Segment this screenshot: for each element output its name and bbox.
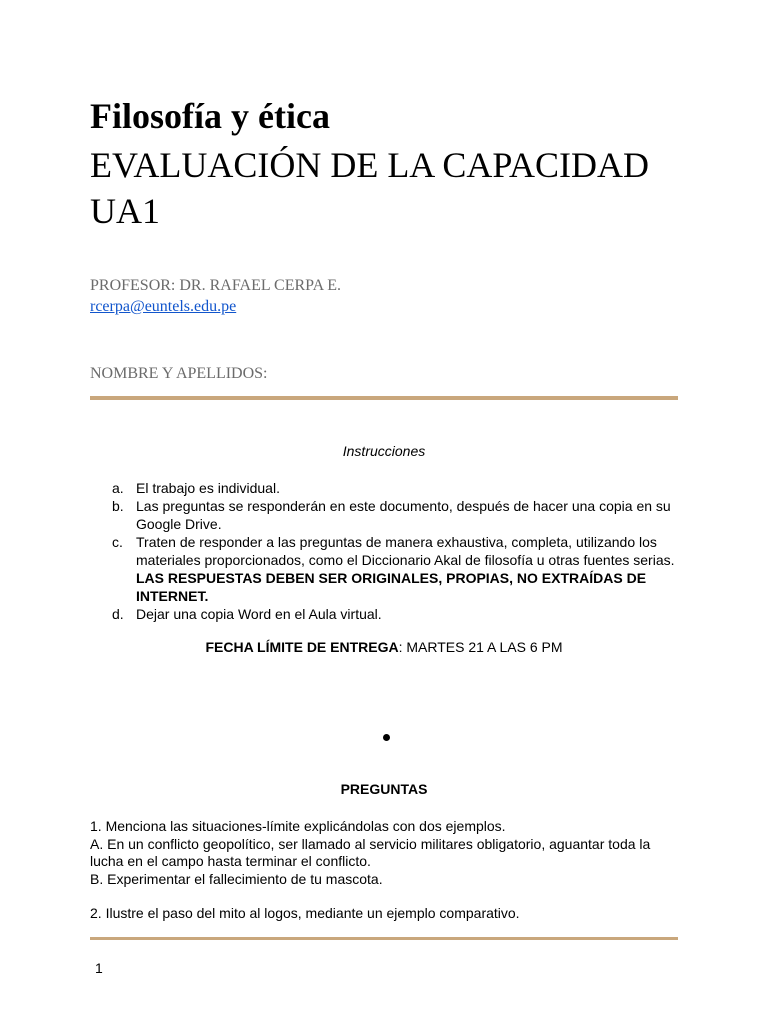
instruction-item: [112, 479, 678, 497]
instruction-marker: d.: [112, 606, 124, 622]
header-divider: [90, 396, 678, 400]
instructions-list: [112, 479, 678, 623]
instruction-text: Dejar una copia Word en el Aula virtual.: [136, 606, 382, 622]
instruction-text: El trabajo es individual.: [136, 480, 280, 496]
question-1-example-b: B. Experimentar el fallecimiento de tu mascota.: [90, 870, 383, 887]
instruction-item: [112, 605, 678, 623]
instruction-item: [112, 533, 678, 605]
deadline-value: : MARTES 21 A LAS 6 PM: [398, 639, 563, 655]
question-1: 1. Menciona las situaciones-límite explicándolas con dos ejemplos.: [90, 818, 506, 834]
page-number: 1: [95, 960, 103, 976]
document-subtitle: EVALUACIÓN DE LA CAPACIDAD UA1: [90, 145, 650, 231]
instruction-item: [112, 497, 678, 533]
questions-block: [90, 818, 680, 923]
question-1-example-a: A. En un conflicto geopolítico, ser llamado al servicio militares obligatorio, aguantar toda la lucha en el campo hasta terminar el conflicto.: [90, 835, 651, 869]
spacer: [90, 888, 680, 905]
deadline-line: [0, 639, 768, 655]
question-2: 2. Ilustre el paso del mito al logos, mediante un ejemplo comparativo.: [90, 905, 520, 921]
deadline-label: FECHA LÍMITE DE ENTREGA: [205, 639, 399, 655]
questions-heading: PREGUNTAS: [340, 781, 428, 797]
instruction-marker: c.: [112, 534, 123, 550]
instruction-text: Traten de responder a las preguntas de manera exhaustiva, completa, utilizando los materiales proporcionados, como el Diccionario Akal de filosofía u otras fuentes serias.: [136, 534, 675, 568]
professor-line: PROFESOR: DR. RAFAEL CERPA E.: [90, 277, 342, 294]
document-title: Filosofía y ética: [90, 96, 330, 136]
instruction-marker: a.: [112, 480, 124, 496]
instruction-text: Las preguntas se responderán en este documento, después de hacer una copia en su Google Drive.: [136, 498, 671, 532]
bullet-dot-icon: [383, 734, 390, 741]
footer-divider: [90, 937, 678, 940]
instructions-title: Instrucciones: [342, 443, 426, 459]
instruction-emphasis: LAS RESPUESTAS DEBEN SER ORIGINALES, PROPIAS, NO EXTRAÍDAS DE INTERNET.: [136, 570, 647, 604]
student-name-label: NOMBRE Y APELLIDOS:: [90, 365, 268, 382]
professor-email-link[interactable]: rcerpa@euntels.edu.pe: [90, 298, 237, 315]
instruction-marker: b.: [112, 498, 124, 514]
